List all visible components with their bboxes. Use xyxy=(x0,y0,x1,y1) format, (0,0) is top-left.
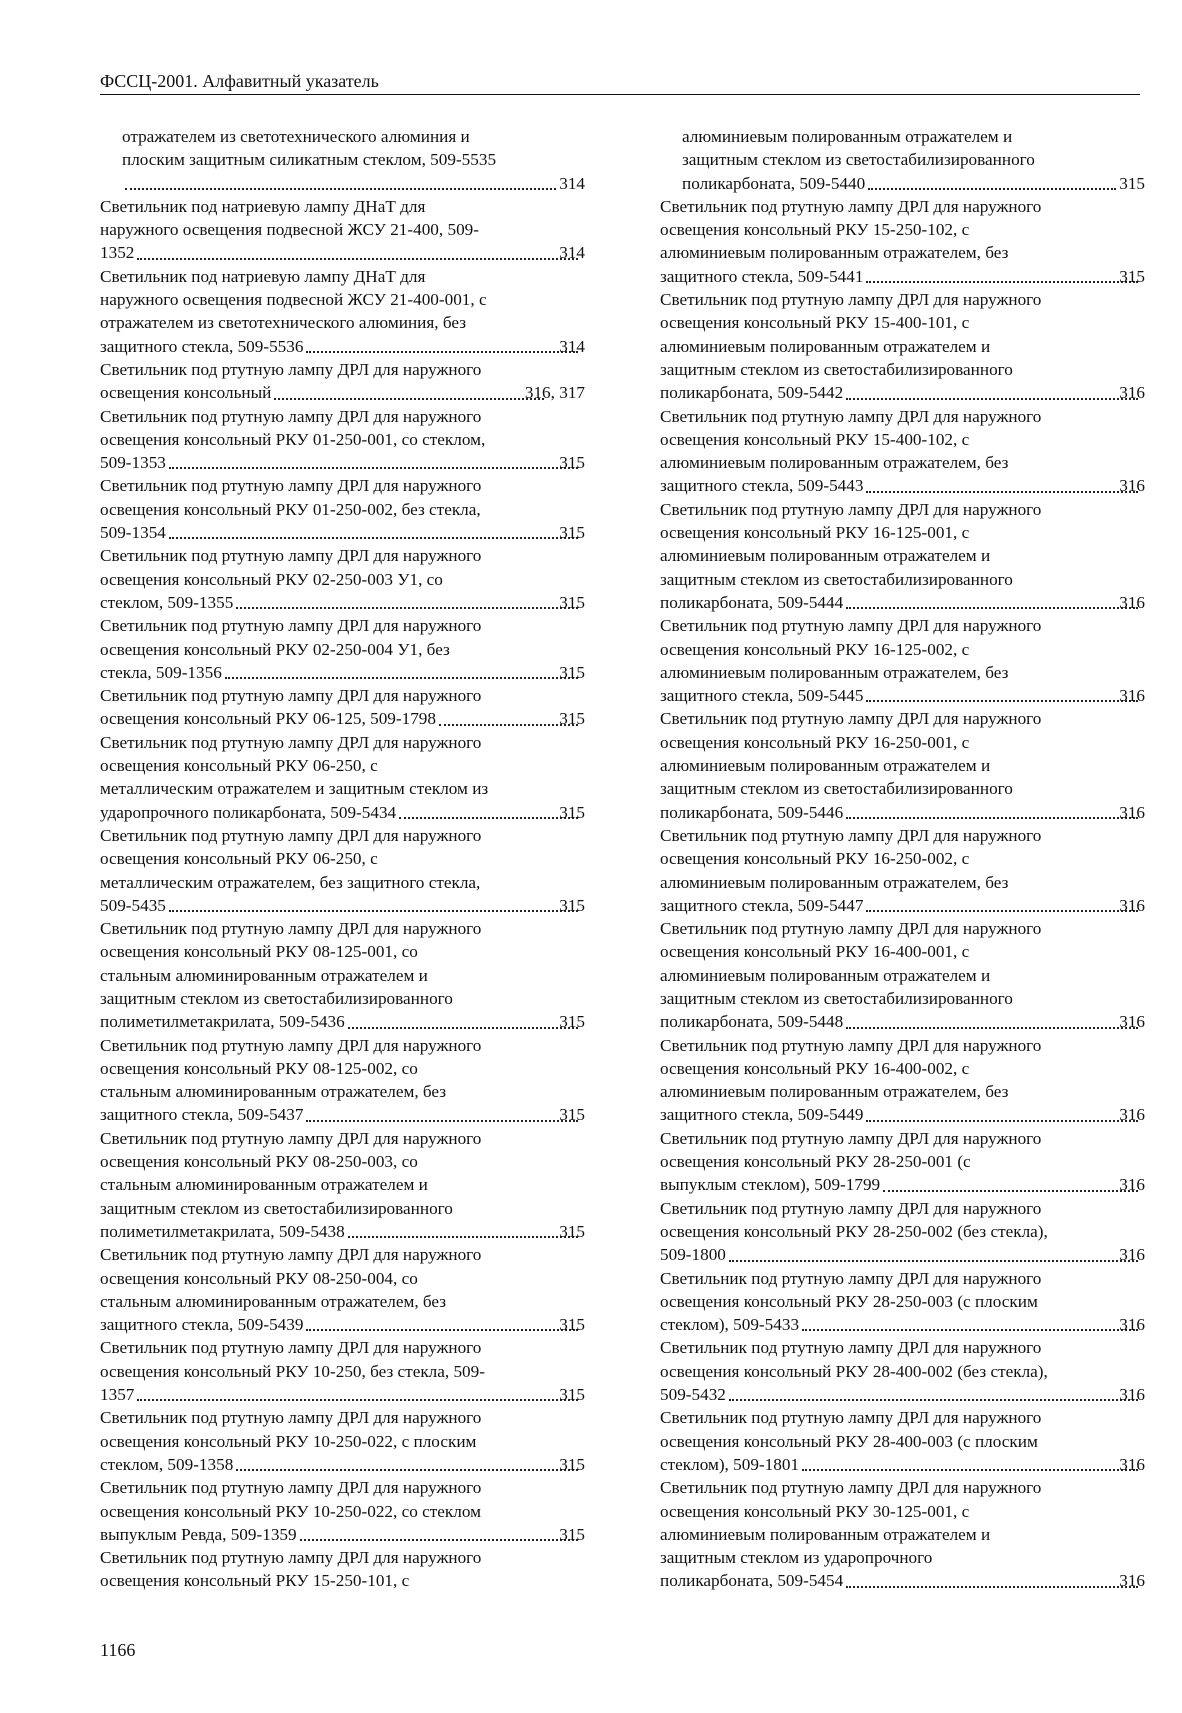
entry-line: освещения консольный РКУ 28-250-003 (с плоским xyxy=(660,1291,1038,1311)
entry-tail-text: 509-5432 xyxy=(660,1385,726,1405)
entry-line: Светильник под ртутную лампу ДРЛ для наружного xyxy=(660,1338,1042,1358)
entry-last-line xyxy=(660,1383,1145,1406)
entry-tail-text: защитного стекла, 509-5439 xyxy=(100,1315,304,1335)
entry-page-ref: 316 xyxy=(1119,1245,1145,1265)
entry-line: защитным стеклом из светостабилизированного xyxy=(660,988,1013,1008)
dot-leader xyxy=(348,1026,579,1029)
entry-tail-text: 509-1353 xyxy=(100,453,166,473)
entry-line: Светильник под ртутную лампу ДРЛ для наружного xyxy=(660,1478,1042,1498)
entry-line: стальным алюминированным отражателем, без xyxy=(100,1082,447,1102)
entry-line: освещения консольный РКУ 15-250-101, с xyxy=(100,1571,410,1591)
entry-line: Светильник под ртутную лампу ДРЛ для наружного xyxy=(660,919,1042,939)
header-title: ФССЦ-2001. Алфавитный указатель xyxy=(100,71,379,91)
index-entry xyxy=(660,917,1145,1033)
index-entry xyxy=(660,125,1145,195)
entry-last-line xyxy=(660,265,1145,288)
entry-line: защитным стеклом из светостабилизированного xyxy=(660,779,1013,799)
entry-page-ref: 316 xyxy=(1119,592,1145,612)
entry-line: освещения консольный РКУ 16-250-002, с xyxy=(660,849,970,869)
entry-line: освещения консольный РКУ 15-400-101, с xyxy=(660,313,970,333)
entry-line: Светильник под ртутную лампу ДРЛ для наружного xyxy=(100,1245,482,1265)
entry-last-line xyxy=(100,381,585,404)
entry-line: освещения консольный РКУ 16-250-001, с xyxy=(660,732,970,752)
entry-last-line xyxy=(660,381,1145,404)
entry-line: Светильник под ртутную лампу ДРЛ для наружного xyxy=(100,406,482,426)
entry-line: Светильник под ртутную лампу ДРЛ для наружного xyxy=(100,616,482,636)
entry-line: отражателем из светотехнического алюминия, без xyxy=(100,313,466,333)
entry-line: Светильник под ртутную лампу ДРЛ для наружного xyxy=(100,1338,482,1358)
index-entry xyxy=(100,917,585,1033)
entry-page-ref: 315 xyxy=(559,453,585,473)
entry-line: Светильник под ртутную лампу ДРЛ для наружного xyxy=(100,546,482,566)
entry-line: освещения консольный РКУ 01-250-001, со стеклом, xyxy=(100,429,486,449)
index-entry xyxy=(660,614,1145,707)
entry-tail-text: защитного стекла, 509-5443 xyxy=(660,476,864,496)
entry-tail-text: 509-1354 xyxy=(100,523,166,543)
entry-line: стальным алюминированным отражателем и xyxy=(100,965,428,985)
entry-line: алюминиевым полированным отражателем, без xyxy=(660,1082,1009,1102)
entry-line: Светильник под ртутную лампу ДРЛ для наружного xyxy=(100,732,482,752)
entry-line: защитным стеклом из светостабилизированного xyxy=(100,1198,453,1218)
entry-tail-text: поликарбоната, 509-5448 xyxy=(660,1012,844,1032)
index-entry xyxy=(660,1197,1145,1267)
entry-tail-text: стеклом), 509-1801 xyxy=(660,1454,800,1474)
entry-page-ref: 315 xyxy=(559,1524,585,1544)
entry-line: алюминиевым полированным отражателем и xyxy=(660,965,991,985)
entry-line: наружного освещения подвесной ЖСУ 21-400, 509- xyxy=(100,220,479,240)
entry-line: освещения консольный РКУ 16-400-001, с xyxy=(660,942,970,962)
entry-line: Светильник под ртутную лампу ДРЛ для наружного xyxy=(100,1408,482,1428)
entry-last-line xyxy=(100,335,585,358)
entry-page-ref: 316 xyxy=(1119,895,1145,915)
entry-tail-text: защитного стекла, 509-5447 xyxy=(660,895,864,915)
entry-line: Светильник под ртутную лампу ДРЛ для наружного xyxy=(100,476,482,496)
entry-tail-text: защитного стекла, 509-5536 xyxy=(100,336,304,356)
dot-leader xyxy=(802,1328,1138,1331)
entry-last-line xyxy=(100,1453,585,1476)
dot-leader xyxy=(225,676,578,679)
entry-page-ref: 315 xyxy=(559,1105,585,1125)
dot-leader xyxy=(169,909,578,912)
entry-line: Светильник под ртутную лампу ДРЛ для наружного xyxy=(660,499,1042,519)
dot-leader xyxy=(846,1026,1138,1029)
entry-line: освещения консольный РКУ 30-125-001, с xyxy=(660,1501,970,1521)
entry-page-ref: 315 xyxy=(1119,266,1145,286)
dot-leader xyxy=(868,187,1116,190)
index-entry xyxy=(660,1267,1145,1337)
entry-last-line xyxy=(100,521,585,544)
entry-line: освещения консольный РКУ 08-125-001, со xyxy=(100,942,418,962)
running-header xyxy=(100,70,1140,95)
index-entry xyxy=(660,288,1145,404)
entry-last-line xyxy=(660,1173,1145,1196)
entry-tail-text: стеклом), 509-5433 xyxy=(660,1315,800,1335)
entry-line: Светильник под ртутную лампу ДРЛ для наружного xyxy=(100,1128,482,1148)
entry-line: освещения консольный РКУ 10-250-022, с плоским xyxy=(100,1431,477,1451)
entry-last-line xyxy=(100,707,585,730)
dot-leader xyxy=(137,257,578,260)
entry-line: освещения консольный РКУ 08-125-002, со xyxy=(100,1058,418,1078)
dot-leader xyxy=(729,1259,1138,1262)
entry-page-ref: 316 xyxy=(1119,1385,1145,1405)
entry-tail-text: стеклом, 509-1355 xyxy=(100,592,234,612)
entry-line: освещения консольный РКУ 16-125-002, с xyxy=(660,639,970,659)
entry-line: Светильник под ртутную лампу ДРЛ для наружного xyxy=(660,1198,1042,1218)
entry-page-ref: 316 xyxy=(1119,686,1145,706)
entry-tail-text: стеклом, 509-1358 xyxy=(100,1454,234,1474)
entry-line: защитным стеклом из светостабилизированного xyxy=(660,359,1013,379)
entry-line: освещения консольный РКУ 28-400-002 (без стекла), xyxy=(660,1361,1048,1381)
entry-page-ref: 316 xyxy=(1119,476,1145,496)
dot-leader xyxy=(274,397,543,400)
dot-leader xyxy=(802,1468,1138,1471)
entry-last-line xyxy=(100,1523,585,1546)
entry-line: Светильник под ртутную лампу ДРЛ для наружного xyxy=(100,686,482,706)
entry-page-ref: 316 xyxy=(1119,1571,1145,1591)
entry-last-line xyxy=(660,684,1145,707)
dot-leader xyxy=(439,723,578,726)
entry-tail-text: полиметилметакрилата, 509-5438 xyxy=(100,1221,345,1241)
entry-line: алюминиевым полированным отражателем и xyxy=(660,1524,991,1544)
entry-line: Светильник под ртутную лампу ДРЛ для наружного xyxy=(660,1128,1042,1148)
entry-last-line xyxy=(100,894,585,917)
entry-line: освещения консольный РКУ 16-400-002, с xyxy=(660,1058,970,1078)
index-entry xyxy=(100,1034,585,1127)
dot-leader xyxy=(125,187,556,190)
entry-page-ref: 316 xyxy=(1119,1105,1145,1125)
entry-tail-text: освещения консольный РКУ 06-125, 509-1798 xyxy=(100,709,436,729)
entry-page-ref: 315 xyxy=(559,523,585,543)
entry-tail-text: 509-5435 xyxy=(100,895,166,915)
entry-last-line xyxy=(660,894,1145,917)
entry-page-ref: 316 xyxy=(1119,383,1145,403)
entry-line: Светильник под натриевую лампу ДНаТ для xyxy=(100,266,426,286)
entry-line: Светильник под ртутную лампу ДРЛ для наружного xyxy=(660,1268,1042,1288)
index-entry xyxy=(660,1127,1145,1197)
entry-last-line xyxy=(100,1010,585,1033)
entry-line: освещения консольный РКУ 10-250-022, со стеклом xyxy=(100,1501,481,1521)
dot-leader xyxy=(846,1585,1138,1588)
entry-last-line xyxy=(660,1569,1145,1592)
index-entry xyxy=(100,614,585,684)
entry-last-line xyxy=(682,172,1145,195)
entry-line: Светильник под натриевую лампу ДНаТ для xyxy=(100,196,426,216)
entry-tail-text: выпуклым Ревда, 509-1359 xyxy=(100,1524,297,1544)
entry-line: Светильник под ртутную лампу ДРЛ для наружного xyxy=(100,825,482,845)
entry-line: освещения консольный РКУ 01-250-002, без стекла, xyxy=(100,499,481,519)
entry-line: освещения консольный РКУ 15-400-102, с xyxy=(660,429,970,449)
index-entry xyxy=(660,498,1145,614)
dot-leader xyxy=(236,606,578,609)
index-entry xyxy=(100,474,585,544)
entry-line: освещения консольный РКУ 08-250-003, со xyxy=(100,1152,418,1172)
entry-page-ref: 316 xyxy=(1119,1454,1145,1474)
index-entry xyxy=(660,195,1145,288)
index-entry xyxy=(100,125,585,195)
entry-tail-text: защитного стекла, 509-5445 xyxy=(660,686,864,706)
entry-last-line xyxy=(100,1383,585,1406)
entry-line: отражателем из светотехнического алюминия и xyxy=(122,127,470,146)
dot-leader xyxy=(866,1119,1138,1122)
index-column-left xyxy=(100,125,585,1593)
entry-line: освещения консольный РКУ 28-400-003 (с плоским xyxy=(660,1431,1038,1451)
entry-page-ref: 315 xyxy=(559,662,585,682)
dot-leader xyxy=(883,1189,1138,1192)
page-number: 1166 xyxy=(100,1640,136,1660)
entry-page-ref: 315 xyxy=(559,1454,585,1474)
entry-line: алюминиевым полированным отражателем, без xyxy=(660,872,1009,892)
entry-last-line xyxy=(100,1220,585,1243)
entry-line: алюминиевым полированным отражателем, без xyxy=(660,453,1009,473)
entry-page-ref: 315 xyxy=(559,1385,585,1405)
index-column-right xyxy=(660,125,1145,1593)
dot-leader xyxy=(306,1328,578,1331)
index-entry xyxy=(660,1034,1145,1127)
index-entry xyxy=(100,731,585,824)
entry-line: стальным алюминированным отражателем и xyxy=(100,1175,428,1195)
entry-page-ref: 316, 317 xyxy=(524,383,585,403)
entry-tail-text: поликарбоната, 509-5454 xyxy=(660,1571,844,1591)
index-entry xyxy=(100,405,585,475)
index-entry xyxy=(660,1476,1145,1592)
index-entry xyxy=(100,1406,585,1476)
entry-line: освещения консольный РКУ 06-250, с xyxy=(100,849,378,869)
entry-tail-text: 509-1800 xyxy=(660,1245,726,1265)
entry-tail-text: стекла, 509-1356 xyxy=(100,662,222,682)
entry-last-line xyxy=(660,474,1145,497)
entry-line: освещения консольный РКУ 02-250-004 У1, без xyxy=(100,639,450,659)
dot-leader xyxy=(846,816,1138,819)
dot-leader xyxy=(348,1235,579,1238)
dot-leader xyxy=(866,490,1138,493)
entry-page-ref: 314 xyxy=(559,243,585,263)
entry-page-ref: 316 xyxy=(1119,802,1145,822)
entry-line: алюминиевым полированным отражателем, без xyxy=(660,662,1009,682)
entry-line: Светильник под ртутную лампу ДРЛ для наружного xyxy=(660,709,1042,729)
entry-line: Светильник под ртутную лампу ДРЛ для наружного xyxy=(100,1548,482,1568)
entry-tail-text: поликарбоната, 509-5442 xyxy=(660,383,844,403)
entry-last-line xyxy=(660,801,1145,824)
index-entry xyxy=(100,544,585,614)
dot-leader xyxy=(306,350,578,353)
index-entry xyxy=(100,265,585,358)
dot-leader xyxy=(169,536,578,539)
entry-last-line xyxy=(660,591,1145,614)
entry-last-line xyxy=(100,241,585,264)
entry-line: Светильник под ртутную лампу ДРЛ для наружного xyxy=(660,616,1042,636)
entry-line: освещения консольный РКУ 02-250-003 У1, со xyxy=(100,569,443,589)
index-entry xyxy=(660,405,1145,498)
entry-page-ref: 315 xyxy=(559,592,585,612)
index-entry xyxy=(100,824,585,917)
index-entry xyxy=(100,1546,585,1593)
dot-leader xyxy=(169,466,578,469)
entry-last-line xyxy=(660,1103,1145,1126)
entry-line: алюминиевым полированным отражателем и xyxy=(682,127,1013,146)
entry-tail-text: выпуклым стеклом), 509-1799 xyxy=(660,1175,881,1195)
entry-line: Светильник под ртутную лампу ДРЛ для наружного xyxy=(100,1035,482,1055)
index-entry xyxy=(100,1243,585,1336)
entry-last-line xyxy=(100,1313,585,1336)
entry-tail-text: 1357 xyxy=(100,1385,135,1405)
entry-line: металлическим отражателем, без защитного стекла, xyxy=(100,872,481,892)
entry-last-line xyxy=(100,801,585,824)
index-entry xyxy=(100,684,585,731)
entry-last-line xyxy=(100,451,585,474)
dot-leader xyxy=(399,816,578,819)
index-entry xyxy=(660,707,1145,823)
entry-line: Светильник под ртутную лампу ДРЛ для наружного xyxy=(660,1035,1042,1055)
entry-line: плоским защитным силикатным стеклом, 509-5535 xyxy=(122,150,497,170)
entry-page-ref: 314 xyxy=(559,336,585,356)
entry-last-line xyxy=(660,1010,1145,1033)
dot-leader xyxy=(866,909,1138,912)
entry-line: Светильник под ртутную лампу ДРЛ для наружного xyxy=(660,825,1042,845)
entry-line: защитным стеклом из ударопрочного xyxy=(660,1548,933,1568)
entry-tail-text: поликарбоната, 509-5444 xyxy=(660,592,844,612)
entry-line: освещения консольный РКУ 06-250, с xyxy=(100,756,378,776)
entry-last-line xyxy=(660,1243,1145,1266)
entry-line: освещения консольный РКУ 10-250, без стекла, 509- xyxy=(100,1361,485,1381)
dot-leader xyxy=(846,606,1138,609)
dot-leader xyxy=(866,280,1138,283)
entry-line: алюминиевым полированным отражателем и xyxy=(660,546,991,566)
entry-page-ref: 316 xyxy=(1119,1315,1145,1335)
entry-tail-text: защитного стекла, 509-5441 xyxy=(660,266,864,286)
entry-line: наружного освещения подвесной ЖСУ 21-400-001, с xyxy=(100,290,487,310)
entry-last-line xyxy=(100,661,585,684)
index-entry xyxy=(100,1476,585,1546)
entry-line: освещения консольный РКУ 28-250-002 (без стекла), xyxy=(660,1221,1048,1241)
entry-line: стальным алюминированным отражателем, без xyxy=(100,1291,447,1311)
entry-line: металлическим отражателем и защитным стеклом из xyxy=(100,779,489,799)
entry-page-ref: 315 xyxy=(559,802,585,822)
entry-line: Светильник под ртутную лампу ДРЛ для наружного xyxy=(100,359,482,379)
entry-page-ref: 315 xyxy=(559,709,585,729)
dot-leader xyxy=(137,1398,578,1401)
entry-line: защитным стеклом из светостабилизированного xyxy=(682,150,1035,170)
index-entry xyxy=(100,358,585,405)
entry-line: алюминиевым полированным отражателем, без xyxy=(660,243,1009,263)
dot-leader xyxy=(866,699,1138,702)
entry-line: Светильник под ртутную лампу ДРЛ для наружного xyxy=(660,1408,1042,1428)
index-entry xyxy=(100,1336,585,1406)
entry-line: Светильник под ртутную лампу ДРЛ для наружного xyxy=(100,1478,482,1498)
index-entry xyxy=(660,1406,1145,1476)
entry-line: алюминиевым полированным отражателем и xyxy=(660,336,991,356)
entry-page-ref: 316 xyxy=(1119,1175,1145,1195)
entry-line: защитным стеклом из светостабилизированного xyxy=(100,988,453,1008)
entry-tail-text: поликарбоната, 509-5446 xyxy=(660,802,844,822)
dot-leader xyxy=(300,1538,579,1541)
entry-last-line xyxy=(100,1103,585,1126)
entry-page-ref: 315 xyxy=(559,1221,585,1241)
entry-last-line xyxy=(122,172,585,195)
entry-line: Светильник под ртутную лампу ДРЛ для наружного xyxy=(660,196,1042,216)
entry-line: освещения консольный РКУ 28-250-001 (с xyxy=(660,1152,971,1172)
entry-tail-text: поликарбоната, 509-5440 xyxy=(682,173,866,193)
entry-tail-text: 1352 xyxy=(100,243,135,263)
entry-page-ref: 315 xyxy=(559,895,585,915)
dot-leader xyxy=(236,1468,578,1471)
entry-line: освещения консольный РКУ 15-250-102, с xyxy=(660,220,970,240)
entry-tail-text: ударопрочного поликарбоната, 509-5434 xyxy=(100,802,397,822)
entry-tail-text: полиметилметакрилата, 509-5436 xyxy=(100,1012,345,1032)
entry-tail-text: защитного стекла, 509-5449 xyxy=(660,1105,864,1125)
entry-page-ref: 314 xyxy=(559,173,585,193)
index-entry xyxy=(660,824,1145,917)
entry-last-line xyxy=(660,1453,1145,1476)
entry-last-line xyxy=(660,1313,1145,1336)
entry-page-ref: 315 xyxy=(559,1315,585,1335)
entry-last-line xyxy=(100,591,585,614)
entry-line: Светильник под ртутную лампу ДРЛ для наружного xyxy=(660,290,1042,310)
entry-page-ref: 316 xyxy=(1119,1012,1145,1032)
entry-line: защитным стеклом из светостабилизированного xyxy=(660,569,1013,589)
dot-leader xyxy=(306,1119,578,1122)
entry-line: освещения консольный РКУ 16-125-001, с xyxy=(660,523,970,543)
entry-line: алюминиевым полированным отражателем и xyxy=(660,756,991,776)
entry-tail-text: защитного стекла, 509-5437 xyxy=(100,1105,304,1125)
entry-page-ref: 315 xyxy=(559,1012,585,1032)
entry-line: освещения консольный РКУ 08-250-004, со xyxy=(100,1268,418,1288)
entry-line: Светильник под ртутную лампу ДРЛ для наружного xyxy=(100,919,482,939)
index-entry xyxy=(100,1127,585,1243)
dot-leader xyxy=(846,397,1138,400)
entry-line: Светильник под ртутную лампу ДРЛ для наружного xyxy=(660,406,1042,426)
entry-tail-text: освещения консольный xyxy=(100,383,272,403)
index-entry xyxy=(100,195,585,265)
index-entry xyxy=(660,1336,1145,1406)
dot-leader xyxy=(729,1398,1138,1401)
entry-page-ref: 315 xyxy=(1119,173,1145,193)
